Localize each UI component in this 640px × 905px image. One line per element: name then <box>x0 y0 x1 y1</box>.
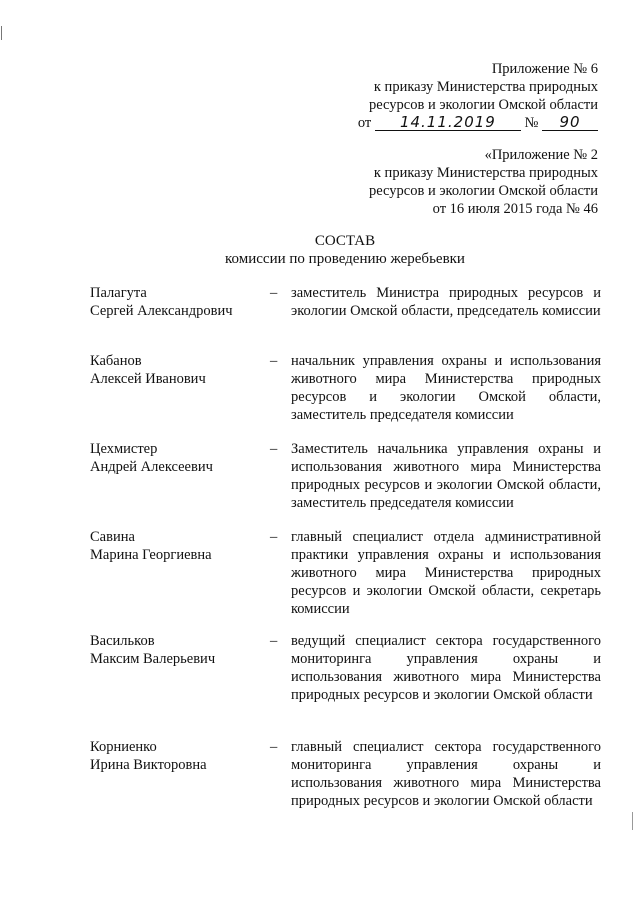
appendix-2-ministry-line: ресурсов и экологии Омской области <box>369 183 598 199</box>
member-dash: – <box>270 353 278 369</box>
appendix-6-ministry-line: ресурсов и экологии Омской области <box>369 97 598 113</box>
number-label: № <box>524 115 539 131</box>
member-surname: Савина <box>90 529 135 545</box>
member-surname: Корниенко <box>90 739 157 755</box>
member-role: начальник управления охраны и использования животного мира Министерства природных ресурсов и экологии Омской области, заместитель председателя комиссии <box>291 353 601 423</box>
scan-edge-mark <box>1 26 2 40</box>
order-date-number-line <box>358 114 598 132</box>
member-dash: – <box>270 633 278 649</box>
page-title: СОСТАВ <box>314 233 376 249</box>
appendix-2-title: «Приложение № 2 <box>484 147 598 163</box>
member-surname: Палагута <box>90 285 147 301</box>
member-role: заместитель Министра природных ресурсов и экологии Омской области, председатель комиссии <box>291 285 601 319</box>
handwritten-number: 90 <box>542 115 598 131</box>
member-role: главный специалист отдела административной практики управления охраны и использования животного мира Министерства природных ресурсов и экологии Омской области, секретарь комиссии <box>291 529 601 617</box>
member-name <box>90 284 265 320</box>
from-label: от <box>357 115 372 131</box>
member-given-names: Максим Валерьевич <box>90 651 216 667</box>
member-given-names: Алексей Иванович <box>90 371 206 387</box>
member-role: Заместитель начальника управления охраны и использования животного мира Министерства природных ресурсов и экологии Омской области, заместитель председателя комиссии <box>291 441 601 511</box>
member-given-names: Марина Георгиевна <box>90 547 212 563</box>
member-surname: Кабанов <box>90 353 142 369</box>
appendix-6-title: Приложение № 6 <box>491 61 598 77</box>
member-name <box>90 528 265 564</box>
appendix-6-header <box>358 60 598 132</box>
member-surname: Васильков <box>90 633 155 649</box>
member-name <box>90 632 265 668</box>
member-role: главный специалист сектора государственного мониторинга управления охраны и использования животного мира Министерства природных ресурсов и экологии Омской области <box>291 739 601 809</box>
scan-edge-mark <box>632 812 633 830</box>
appendix-6-order-line: к приказу Министерства природных <box>373 79 598 95</box>
document-heading <box>0 232 640 268</box>
member-role: ведущий специалист сектора государственного мониторинга управления охраны и использования животного мира Министерства природных ресурсов и экологии Омской области <box>291 633 601 703</box>
member-dash: – <box>270 529 278 545</box>
appendix-2-order-line: к приказу Министерства природных <box>373 165 598 181</box>
member-name <box>90 738 265 774</box>
member-dash: – <box>270 441 278 457</box>
member-name <box>90 352 265 388</box>
member-given-names: Ирина Викторовна <box>90 757 207 773</box>
member-surname: Цехмистер <box>90 441 158 457</box>
member-given-names: Сергей Александрович <box>90 303 233 319</box>
member-dash: – <box>270 285 278 301</box>
member-name <box>90 440 265 476</box>
page-subtitle: комиссии по проведению жеребьевки <box>225 251 465 267</box>
member-given-names: Андрей Алексеевич <box>90 459 213 475</box>
appendix-2-header <box>369 146 598 218</box>
member-dash: – <box>270 739 278 755</box>
handwritten-date: 14.11.2019 <box>375 115 521 131</box>
appendix-2-date-line: от 16 июля 2015 года № 46 <box>432 201 598 217</box>
